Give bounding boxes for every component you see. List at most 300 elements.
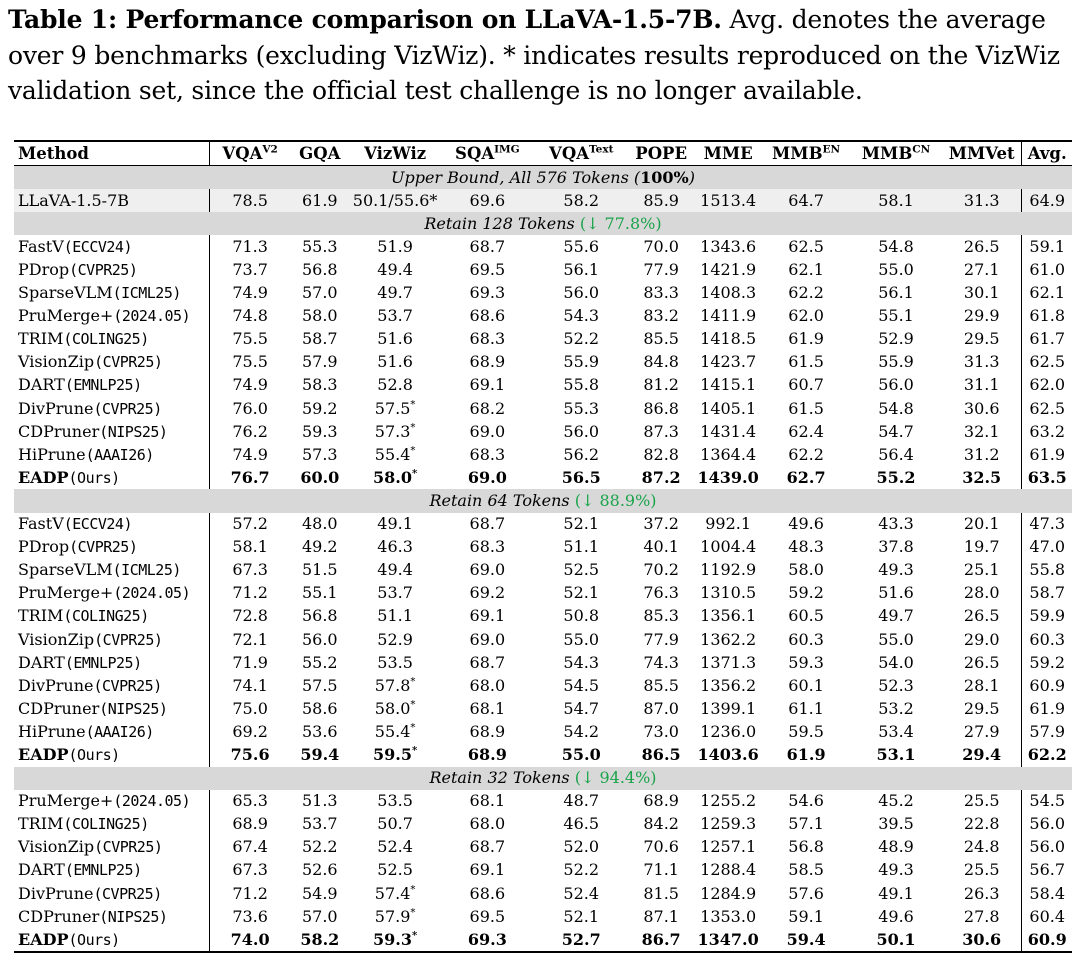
cell-value: 55.4 bbox=[374, 721, 411, 741]
value-cell bbox=[694, 905, 762, 928]
value-cell bbox=[694, 189, 762, 212]
value-cell bbox=[942, 720, 1022, 743]
cell-value: 74.8 bbox=[232, 306, 268, 326]
table-row bbox=[14, 374, 1072, 397]
cell-value: 31.3 bbox=[963, 190, 1000, 210]
method-venue: (Ours) bbox=[68, 745, 120, 764]
value-cell bbox=[440, 513, 534, 536]
method-name: TRIM bbox=[18, 606, 64, 626]
cell-value: 87.3 bbox=[643, 421, 679, 441]
cell-value: 52.2 bbox=[563, 329, 600, 349]
cell-value: 49.1 bbox=[377, 514, 413, 534]
value-cell bbox=[210, 928, 290, 952]
cell-value: 52.7 bbox=[561, 929, 601, 949]
cell-value: 29.5 bbox=[963, 329, 1000, 349]
cell-value: 1431.4 bbox=[700, 421, 757, 441]
cell-value: 85.9 bbox=[643, 190, 679, 210]
cell-value: 58.1 bbox=[232, 537, 268, 557]
cell-value: 62.0 bbox=[1029, 375, 1066, 395]
value-cell bbox=[210, 443, 290, 466]
cell-value: 27.1 bbox=[963, 260, 1000, 280]
cell-value: 55.1 bbox=[878, 306, 914, 326]
value-cell bbox=[694, 513, 762, 536]
value-cell bbox=[1022, 258, 1072, 281]
table-row bbox=[14, 720, 1072, 743]
method-venue: (NIPS25) bbox=[99, 699, 168, 718]
cell-value: 24.8 bbox=[963, 837, 1000, 857]
cell-value: 74.0 bbox=[230, 929, 270, 949]
value-cell bbox=[628, 559, 694, 582]
cell-value: 50.1/55.6* bbox=[352, 190, 438, 210]
cell-value: 53.7 bbox=[377, 306, 413, 326]
cell-value: 76.2 bbox=[232, 421, 268, 441]
cell-value: 60.5 bbox=[788, 606, 824, 626]
cell-value: 59.1 bbox=[1029, 236, 1066, 256]
value-cell bbox=[762, 235, 850, 258]
value-cell bbox=[694, 720, 762, 743]
value-cell bbox=[1022, 559, 1072, 582]
value-cell bbox=[534, 674, 628, 697]
cell-value: 61.5 bbox=[788, 398, 824, 418]
cell-value: 59.3 bbox=[301, 421, 338, 441]
table-row bbox=[14, 628, 1072, 651]
column-header-label: VizWiz bbox=[364, 143, 427, 163]
value-cell bbox=[850, 466, 942, 489]
method-name: EADP bbox=[18, 929, 69, 949]
section-title-text: Retain 64 Tokens bbox=[429, 490, 570, 510]
cell-value: 54.0 bbox=[878, 652, 914, 672]
value-cell bbox=[440, 720, 534, 743]
method-cell bbox=[14, 466, 210, 489]
method-cell bbox=[14, 905, 210, 928]
value-cell bbox=[942, 697, 1022, 720]
value-cell bbox=[290, 859, 350, 882]
value-cell bbox=[1022, 513, 1072, 536]
value-cell bbox=[762, 536, 850, 559]
section-title-text: Retain 128 Tokens bbox=[424, 213, 575, 233]
value-cell bbox=[694, 305, 762, 328]
cell-value: 49.6 bbox=[788, 514, 824, 534]
column-header bbox=[14, 141, 210, 166]
cell-value: 57.0 bbox=[301, 283, 338, 303]
cell-value: 62.7 bbox=[786, 467, 826, 487]
cell-value: 1362.2 bbox=[700, 629, 757, 649]
cell-value: 60.9 bbox=[1029, 675, 1066, 695]
value-cell bbox=[694, 351, 762, 374]
value-cell bbox=[850, 928, 942, 952]
column-header bbox=[350, 141, 441, 166]
value-cell bbox=[440, 189, 534, 212]
cell-value: 52.4 bbox=[377, 837, 413, 857]
section-title bbox=[14, 489, 1072, 512]
value-cell bbox=[210, 328, 290, 351]
cell-value: 57.3 bbox=[301, 444, 338, 464]
value-cell bbox=[694, 559, 762, 582]
cell-value: 61.7 bbox=[1029, 329, 1066, 349]
value-cell bbox=[440, 397, 534, 420]
value-cell bbox=[350, 674, 441, 697]
table-row bbox=[14, 189, 1072, 212]
value-cell bbox=[1022, 282, 1072, 305]
method-venue: (CVPR25) bbox=[94, 838, 163, 857]
value-cell bbox=[290, 628, 350, 651]
cell-value: 1310.5 bbox=[700, 583, 757, 603]
cell-value: 59.2 bbox=[1029, 652, 1066, 672]
method-venue: (CVPR25) bbox=[69, 261, 138, 280]
value-cell bbox=[762, 813, 850, 836]
value-cell bbox=[942, 905, 1022, 928]
cell-value: 68.9 bbox=[232, 814, 268, 834]
cell-value: 68.0 bbox=[469, 814, 506, 834]
value-cell bbox=[350, 466, 441, 489]
value-cell bbox=[628, 859, 694, 882]
cell-value: 31.1 bbox=[963, 375, 1000, 395]
value-cell bbox=[762, 720, 850, 743]
cell-value: 52.2 bbox=[301, 837, 338, 857]
value-cell bbox=[628, 443, 694, 466]
cell-value: 54.8 bbox=[878, 236, 914, 256]
method-name: DART bbox=[18, 375, 65, 395]
cell-value: 53.5 bbox=[377, 791, 413, 811]
cell-value: 58.0 bbox=[301, 306, 338, 326]
value-cell bbox=[628, 189, 694, 212]
caption-label: Table 1: Performance comparison on LLaVA-1.5-7B. bbox=[8, 5, 722, 34]
value-cell bbox=[694, 628, 762, 651]
method-cell bbox=[14, 790, 210, 813]
method-venue: (AAAI26) bbox=[85, 722, 154, 741]
cell-value: 68.7 bbox=[469, 652, 506, 672]
value-cell bbox=[350, 582, 441, 605]
cell-value: 64.7 bbox=[788, 190, 824, 210]
value-cell bbox=[628, 282, 694, 305]
table-row bbox=[14, 258, 1072, 281]
cell-value: 48.0 bbox=[301, 514, 338, 534]
value-cell bbox=[694, 466, 762, 489]
table-row-ours bbox=[14, 466, 1072, 489]
cell-value: 48.7 bbox=[563, 791, 600, 811]
cell-value: 1259.3 bbox=[700, 814, 757, 834]
cell-value: 87.2 bbox=[641, 467, 681, 487]
method-cell bbox=[14, 559, 210, 582]
value-cell bbox=[534, 305, 628, 328]
method-name: CDPruner bbox=[18, 906, 100, 926]
cell-value: 68.3 bbox=[469, 537, 506, 557]
value-cell bbox=[762, 374, 850, 397]
value-cell bbox=[290, 605, 350, 628]
reproduced-marker: * bbox=[410, 907, 416, 919]
cell-value: 75.0 bbox=[232, 698, 268, 718]
value-cell bbox=[350, 790, 441, 813]
value-cell bbox=[762, 420, 850, 443]
cell-value: 49.3 bbox=[878, 560, 914, 580]
value-cell bbox=[290, 559, 350, 582]
column-header bbox=[628, 141, 694, 166]
cell-value: 49.4 bbox=[377, 560, 413, 580]
cell-value: 53.7 bbox=[301, 814, 338, 834]
value-cell bbox=[350, 328, 441, 351]
cell-value: 68.7 bbox=[469, 837, 506, 857]
cell-value: 69.2 bbox=[232, 721, 268, 741]
value-cell bbox=[210, 397, 290, 420]
method-name: PruMerge+ bbox=[18, 791, 114, 811]
cell-value: 74.9 bbox=[232, 283, 268, 303]
cell-value: 1257.1 bbox=[700, 837, 757, 857]
value-cell bbox=[628, 743, 694, 766]
value-cell bbox=[210, 189, 290, 212]
cell-value: 53.4 bbox=[878, 721, 914, 741]
cell-value: 53.2 bbox=[878, 698, 914, 718]
cell-value: 54.5 bbox=[563, 675, 600, 695]
value-cell bbox=[694, 813, 762, 836]
method-name: FastV bbox=[18, 514, 64, 534]
cell-value: 62.2 bbox=[788, 444, 824, 464]
method-venue: (Ours) bbox=[68, 468, 120, 487]
column-header bbox=[942, 141, 1022, 166]
value-cell bbox=[1022, 351, 1072, 374]
cell-value: 57.9 bbox=[374, 906, 411, 926]
cell-value: 25.5 bbox=[963, 860, 1000, 880]
cell-value: 68.6 bbox=[469, 883, 506, 903]
cell-value: 62.2 bbox=[1027, 744, 1067, 764]
value-cell bbox=[694, 282, 762, 305]
value-cell bbox=[1022, 651, 1072, 674]
value-cell bbox=[290, 882, 350, 905]
cell-value: 69.1 bbox=[469, 860, 506, 880]
value-cell bbox=[350, 282, 441, 305]
value-cell bbox=[534, 328, 628, 351]
value-cell bbox=[210, 905, 290, 928]
value-cell bbox=[694, 536, 762, 559]
cell-value: 58.5 bbox=[788, 860, 824, 880]
cell-value: 27.9 bbox=[963, 721, 1000, 741]
cell-value: 59.3 bbox=[372, 929, 412, 949]
cell-value: 1423.7 bbox=[700, 352, 757, 372]
value-cell bbox=[694, 836, 762, 859]
value-cell bbox=[762, 443, 850, 466]
cell-value: 59.4 bbox=[786, 929, 826, 949]
method-venue: (CVPR25) bbox=[94, 353, 163, 372]
cell-value: 85.5 bbox=[643, 675, 679, 695]
cell-value: 19.7 bbox=[963, 537, 1000, 557]
value-cell bbox=[534, 720, 628, 743]
column-header bbox=[762, 141, 850, 166]
cell-value: 55.0 bbox=[563, 629, 600, 649]
value-cell bbox=[290, 397, 350, 420]
value-cell bbox=[290, 905, 350, 928]
value-cell bbox=[1022, 813, 1072, 836]
cell-value: 58.7 bbox=[1029, 583, 1066, 603]
cell-value: 30.6 bbox=[963, 398, 1000, 418]
cell-value: 31.3 bbox=[963, 352, 1000, 372]
cell-value: 68.9 bbox=[469, 721, 506, 741]
value-cell bbox=[850, 513, 942, 536]
reproduced-marker: * bbox=[410, 399, 416, 411]
method-cell bbox=[14, 651, 210, 674]
method-name: CDPruner bbox=[18, 698, 100, 718]
value-cell bbox=[534, 628, 628, 651]
column-header-label: MME bbox=[703, 143, 753, 163]
value-cell bbox=[762, 559, 850, 582]
value-cell bbox=[350, 397, 441, 420]
token-reduction-badge: (↓ 94.4%) bbox=[574, 768, 657, 788]
cell-value: 69.0 bbox=[469, 629, 506, 649]
value-cell bbox=[350, 189, 441, 212]
value-cell bbox=[210, 374, 290, 397]
value-cell bbox=[694, 443, 762, 466]
table-row bbox=[14, 605, 1072, 628]
value-cell bbox=[290, 374, 350, 397]
cell-value: 68.3 bbox=[469, 329, 506, 349]
cell-value: 45.2 bbox=[878, 791, 914, 811]
cell-value: 56.0 bbox=[301, 629, 338, 649]
value-cell bbox=[628, 720, 694, 743]
value-cell bbox=[850, 536, 942, 559]
value-cell bbox=[694, 374, 762, 397]
value-cell bbox=[942, 536, 1022, 559]
token-reduction-badge: (↓ 88.9%) bbox=[574, 490, 657, 510]
method-venue: (CVPR25) bbox=[93, 676, 162, 695]
table-row bbox=[14, 651, 1072, 674]
table-row bbox=[14, 674, 1072, 697]
value-cell bbox=[694, 397, 762, 420]
value-cell bbox=[694, 697, 762, 720]
value-cell bbox=[290, 743, 350, 766]
value-cell bbox=[628, 928, 694, 952]
cell-value: 75.5 bbox=[232, 352, 268, 372]
cell-value: 58.2 bbox=[300, 929, 340, 949]
method-cell bbox=[14, 328, 210, 351]
cell-value: 25.5 bbox=[963, 791, 1000, 811]
cell-value: 55.4 bbox=[374, 444, 411, 464]
cell-value: 70.6 bbox=[643, 837, 679, 857]
value-cell bbox=[350, 628, 441, 651]
value-cell bbox=[1022, 905, 1072, 928]
value-cell bbox=[942, 305, 1022, 328]
value-cell bbox=[350, 836, 441, 859]
cell-value: 29.5 bbox=[963, 698, 1000, 718]
cell-value: 51.3 bbox=[301, 791, 338, 811]
column-header bbox=[850, 141, 942, 166]
value-cell bbox=[534, 351, 628, 374]
method-venue: (COLING25) bbox=[63, 815, 149, 834]
method-cell bbox=[14, 374, 210, 397]
value-cell bbox=[1022, 328, 1072, 351]
cell-value: 54.2 bbox=[563, 721, 600, 741]
value-cell bbox=[350, 536, 441, 559]
cell-value: 68.6 bbox=[469, 306, 506, 326]
cell-value: 1347.0 bbox=[697, 929, 759, 949]
value-cell bbox=[350, 351, 441, 374]
cell-value: 56.0 bbox=[1029, 814, 1066, 834]
cell-value: 74.3 bbox=[643, 652, 679, 672]
value-cell bbox=[1022, 882, 1072, 905]
cell-value: 83.2 bbox=[643, 306, 679, 326]
value-cell bbox=[290, 466, 350, 489]
cell-value: 69.1 bbox=[469, 375, 506, 395]
method-venue: (CVPR25) bbox=[93, 399, 162, 418]
value-cell bbox=[850, 420, 942, 443]
cell-value: 69.2 bbox=[469, 583, 506, 603]
value-cell bbox=[534, 928, 628, 952]
value-cell bbox=[762, 189, 850, 212]
cell-value: 49.2 bbox=[301, 537, 338, 557]
cell-value: 84.8 bbox=[643, 352, 679, 372]
cell-value: 29.0 bbox=[963, 629, 1000, 649]
value-cell bbox=[762, 859, 850, 882]
value-cell bbox=[210, 882, 290, 905]
method-venue: (ICML25) bbox=[112, 284, 181, 303]
value-cell bbox=[534, 258, 628, 281]
cell-value: 26.5 bbox=[963, 606, 1000, 626]
cell-value: 74.9 bbox=[232, 375, 268, 395]
value-cell bbox=[210, 536, 290, 559]
cell-value: 56.0 bbox=[563, 421, 600, 441]
cell-value: 27.8 bbox=[963, 906, 1000, 926]
value-cell bbox=[440, 674, 534, 697]
value-cell bbox=[942, 513, 1022, 536]
cell-value: 26.5 bbox=[963, 236, 1000, 256]
value-cell bbox=[210, 651, 290, 674]
cell-value: 77.9 bbox=[643, 629, 679, 649]
cell-value: 57.4 bbox=[374, 883, 411, 903]
cell-value: 61.5 bbox=[788, 352, 824, 372]
caption-text: Avg. denotes the average over 9 benchmarks (excluding VizWiz). * indicates results reproduced on the VizWiz validation set, since the official test challenge is no longer available. bbox=[8, 5, 1060, 105]
value-cell bbox=[440, 282, 534, 305]
value-cell bbox=[290, 536, 350, 559]
cell-value: 1288.4 bbox=[700, 860, 757, 880]
cell-value: 49.3 bbox=[878, 860, 914, 880]
method-cell bbox=[14, 836, 210, 859]
method-venue: (AAAI26) bbox=[85, 445, 154, 464]
cell-value: 1403.6 bbox=[697, 744, 759, 764]
cell-value: 51.9 bbox=[377, 236, 413, 256]
method-venue: (EMNLP25) bbox=[64, 376, 142, 395]
cell-value: 58.1 bbox=[878, 190, 914, 210]
column-header-label: VQA bbox=[549, 143, 590, 163]
cell-value: 69.3 bbox=[469, 283, 506, 303]
value-cell bbox=[1022, 674, 1072, 697]
value-cell bbox=[762, 836, 850, 859]
cell-value: 65.3 bbox=[232, 791, 268, 811]
cell-value: 37.8 bbox=[878, 537, 914, 557]
column-header-label: SQA bbox=[455, 143, 495, 163]
cell-value: 55.2 bbox=[876, 467, 916, 487]
method-name: PruMerge+ bbox=[18, 583, 114, 603]
value-cell bbox=[694, 420, 762, 443]
value-cell bbox=[210, 790, 290, 813]
cell-value: 62.5 bbox=[1029, 398, 1066, 418]
cell-value: 69.0 bbox=[467, 467, 507, 487]
cell-value: 55.0 bbox=[878, 629, 914, 649]
method-cell bbox=[14, 928, 210, 952]
cell-value: 73.0 bbox=[643, 721, 679, 741]
table-row bbox=[14, 351, 1072, 374]
cell-value: 56.4 bbox=[878, 444, 914, 464]
method-venue: (NIPS25) bbox=[99, 422, 168, 441]
cell-value: 54.6 bbox=[788, 791, 824, 811]
cell-value: 28.0 bbox=[963, 583, 1000, 603]
value-cell bbox=[1022, 836, 1072, 859]
value-cell bbox=[942, 882, 1022, 905]
reproduced-marker: * bbox=[410, 722, 416, 734]
cell-value: 57.9 bbox=[1029, 721, 1066, 741]
value-cell bbox=[290, 235, 350, 258]
value-cell bbox=[210, 743, 290, 766]
cell-value: 55.9 bbox=[563, 352, 600, 372]
value-cell bbox=[850, 674, 942, 697]
value-cell bbox=[440, 628, 534, 651]
value-cell bbox=[942, 443, 1022, 466]
